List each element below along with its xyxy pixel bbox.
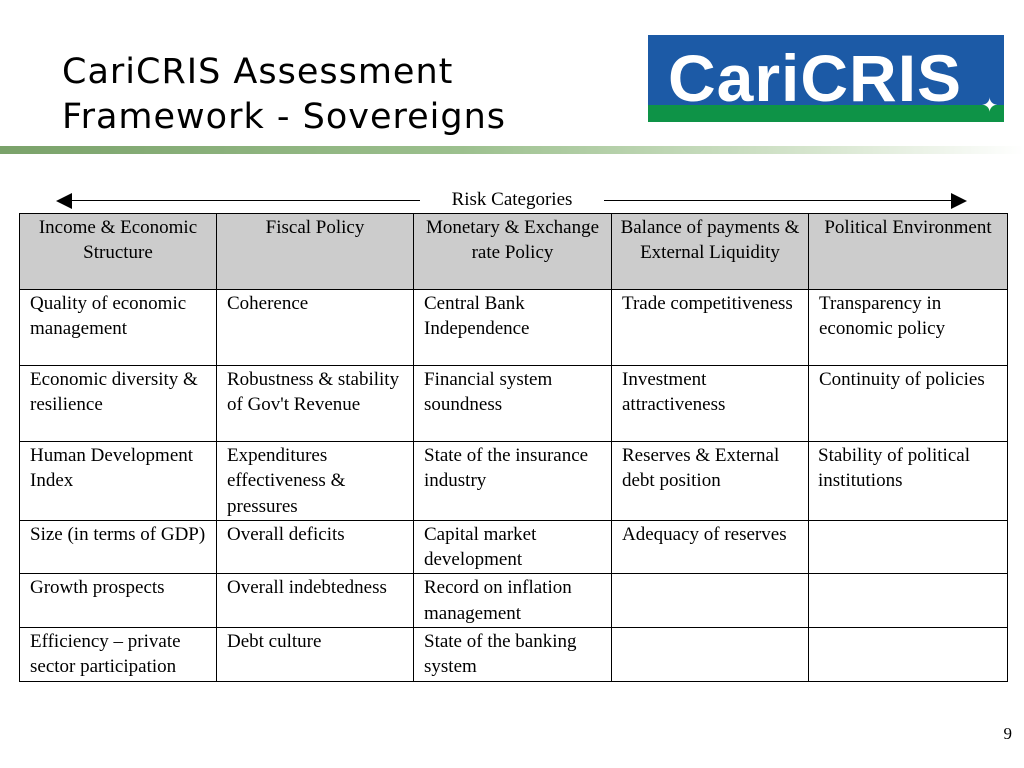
table-cell: Investment attractiveness — [612, 366, 809, 442]
header-political-environment: Political Environment — [809, 214, 1008, 290]
arrow-line-right — [604, 200, 954, 201]
table-row — [20, 366, 1008, 442]
table-row — [20, 628, 1008, 682]
header-balance-of-payments: Balance of payments & External Liquidity — [612, 214, 809, 290]
table-cell: Central Bank Independence — [414, 290, 612, 366]
logo-text: CariCRIS — [668, 41, 963, 115]
table-row — [20, 442, 1008, 521]
slide-title-line-1: CariCRIS Assessment — [62, 52, 454, 92]
arrow-line-left — [70, 200, 420, 201]
table-cell: Efficiency – private sector participation — [20, 628, 217, 682]
table-cell: Record on inflation management — [414, 574, 612, 628]
table-cell: Robustness & stability of Gov't Revenue — [217, 366, 414, 442]
table-cell: State of the insurance industry — [414, 442, 612, 521]
table-cell: Continuity of policies — [809, 366, 1008, 442]
table-cell: Adequacy of reserves — [612, 520, 809, 574]
table-cell — [809, 574, 1008, 628]
page-number: 9 — [1003, 724, 1012, 743]
table-row — [20, 520, 1008, 574]
slide-title-line-2: Framework - Sovereigns — [62, 97, 507, 137]
header-monetary-exchange-rate-policy: Monetary & Exchange rate Policy — [414, 214, 612, 290]
table-cell: Economic diversity & resilience — [20, 366, 217, 442]
sparkle-star-icon: ✦ — [981, 95, 998, 117]
table-cell: Transparency in economic policy — [809, 290, 1008, 366]
table-cell: Financial system soundness — [414, 366, 612, 442]
table-row — [20, 574, 1008, 628]
table-cell — [809, 628, 1008, 682]
slide-title — [62, 50, 506, 140]
table-cell: Overall deficits — [217, 520, 414, 574]
table-header-row — [20, 214, 1008, 290]
table-cell: Reserves & External debt position — [612, 442, 809, 521]
table-cell: Capital market development — [414, 520, 612, 574]
risk-categories-table — [19, 213, 1008, 682]
table-cell: Quality of economic management — [20, 290, 217, 366]
table-cell: Trade competitiveness — [612, 290, 809, 366]
table-cell — [612, 574, 809, 628]
risk-categories-label: Risk Categories — [451, 189, 573, 210]
table-cell: Growth prospects — [20, 574, 217, 628]
table-cell: Overall indebtedness — [217, 574, 414, 628]
table-cell: Stability of political institutions — [809, 442, 1008, 521]
arrow-left-icon — [56, 193, 72, 209]
table-row — [20, 290, 1008, 366]
header-income-economic-structure: Income & Economic Structure — [20, 214, 217, 290]
table-cell: Human Development Index — [20, 442, 217, 521]
table-cell: Expenditures effectiveness & pressures — [217, 442, 414, 521]
table-cell — [612, 628, 809, 682]
header-fiscal-policy: Fiscal Policy — [217, 214, 414, 290]
title-divider-rule — [0, 146, 1024, 154]
table-cell: Coherence — [217, 290, 414, 366]
table-cell: Debt culture — [217, 628, 414, 682]
caricris-logo — [648, 35, 1004, 122]
table-cell: State of the banking system — [414, 628, 612, 682]
arrow-right-icon — [951, 193, 967, 209]
table-cell — [809, 520, 1008, 574]
table-cell: Size (in terms of GDP) — [20, 520, 217, 574]
